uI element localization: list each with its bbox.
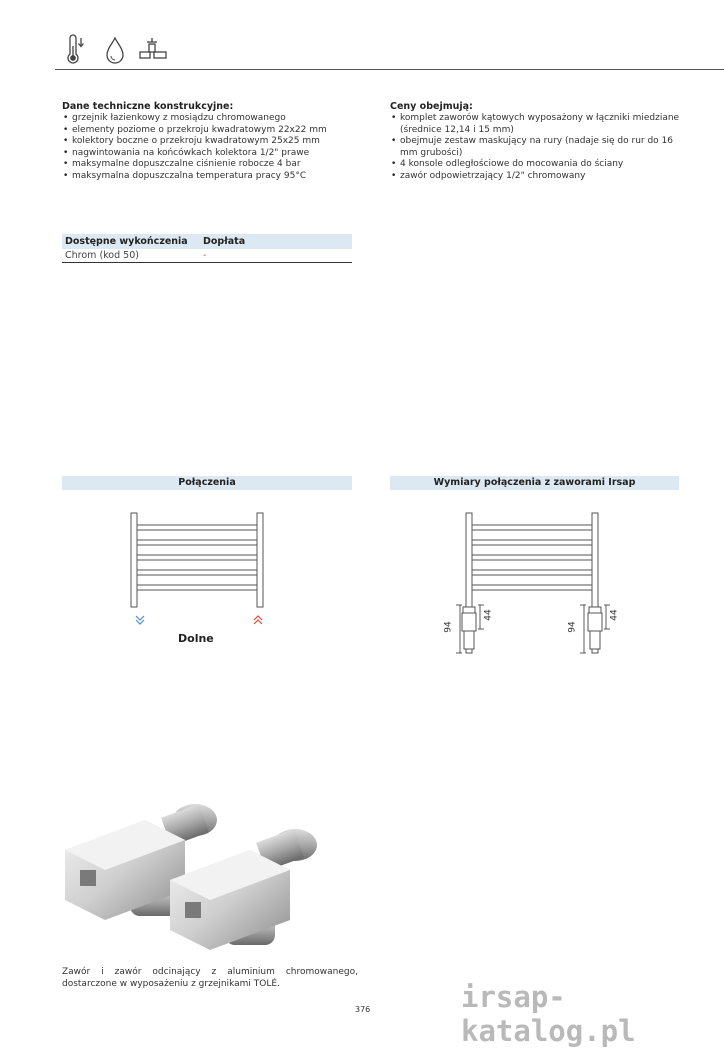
list-item: • maksymalna dopuszczalna temperatura pracy 95°C xyxy=(62,171,362,183)
list-item: • grzejnik łazienkowy z mosiądzu chromowanego xyxy=(62,113,362,125)
dim-44-left: 44 xyxy=(483,609,494,621)
list-item: • nagwintowania na końcówkach kolektora 1/2" prawe xyxy=(62,148,362,160)
photo-caption: Zawór i zawór odcinający z aluminium chromowanego, dostarczone w wyposażeniu z grzejnikami TOLÉ. xyxy=(62,967,358,989)
technical-data xyxy=(62,101,362,182)
finish-price: - xyxy=(200,249,352,263)
tech-list xyxy=(62,113,362,182)
valves-photo xyxy=(55,790,355,960)
list-item: • 4 konsole odległościowe do mocowania do ściany xyxy=(390,159,686,171)
list-item: • komplet zaworów kątowych wyposażony w łączniki miedziane (średnice 12,14 i 15 mm) xyxy=(390,113,686,136)
dim-94-left: 94 xyxy=(443,621,454,633)
dimensions-header: Wymiary połączenia z zaworami Irsap xyxy=(390,476,679,490)
dim-44-right: 44 xyxy=(609,609,620,621)
brand-watermark: irsap-katalog.pl xyxy=(461,980,636,1048)
dim-94-right: 94 xyxy=(567,621,578,633)
price-list xyxy=(390,113,686,182)
water-drop-icon xyxy=(100,34,130,66)
list-item: • zawór odpowietrzający 1/2" chromowany xyxy=(390,171,686,183)
price-includes xyxy=(390,101,686,182)
finish-name: Chrom (kod 50) xyxy=(62,249,200,263)
table-row xyxy=(62,249,352,263)
connections-header: Połączenia xyxy=(62,476,352,490)
tech-title: Dane techniczne konstrukcyjne: xyxy=(62,101,234,112)
connection-type-label: Dolne xyxy=(178,632,214,645)
finishes-col-header: Dostępne wykończenia xyxy=(62,234,200,249)
valve-icon xyxy=(137,34,169,66)
dimensions-diagram xyxy=(440,505,630,665)
inlet-arrow-icon xyxy=(136,616,144,624)
list-item: • maksymalne dopuszczalne ciśnienie robocze 4 bar xyxy=(62,159,362,171)
page-number: 376 xyxy=(355,1005,371,1014)
connections-diagram xyxy=(120,505,280,635)
price-title: Ceny obejmują: xyxy=(390,101,473,112)
thermometer-icon xyxy=(60,34,90,66)
list-item: • kolektory boczne o przekroju kwadratowym 25x25 mm xyxy=(62,136,362,148)
list-item: • obejmuje zestaw maskujący na rury (nadaje się do rur do 16 mm grubości) xyxy=(390,136,686,159)
header-rule xyxy=(55,69,724,70)
list-item: • elementy poziome o przekroju kwadratowym 22x22 mm xyxy=(62,125,362,137)
outlet-arrow-icon xyxy=(254,616,262,624)
surcharge-col-header: Dopłata xyxy=(200,234,352,249)
finishes-table xyxy=(62,234,352,263)
